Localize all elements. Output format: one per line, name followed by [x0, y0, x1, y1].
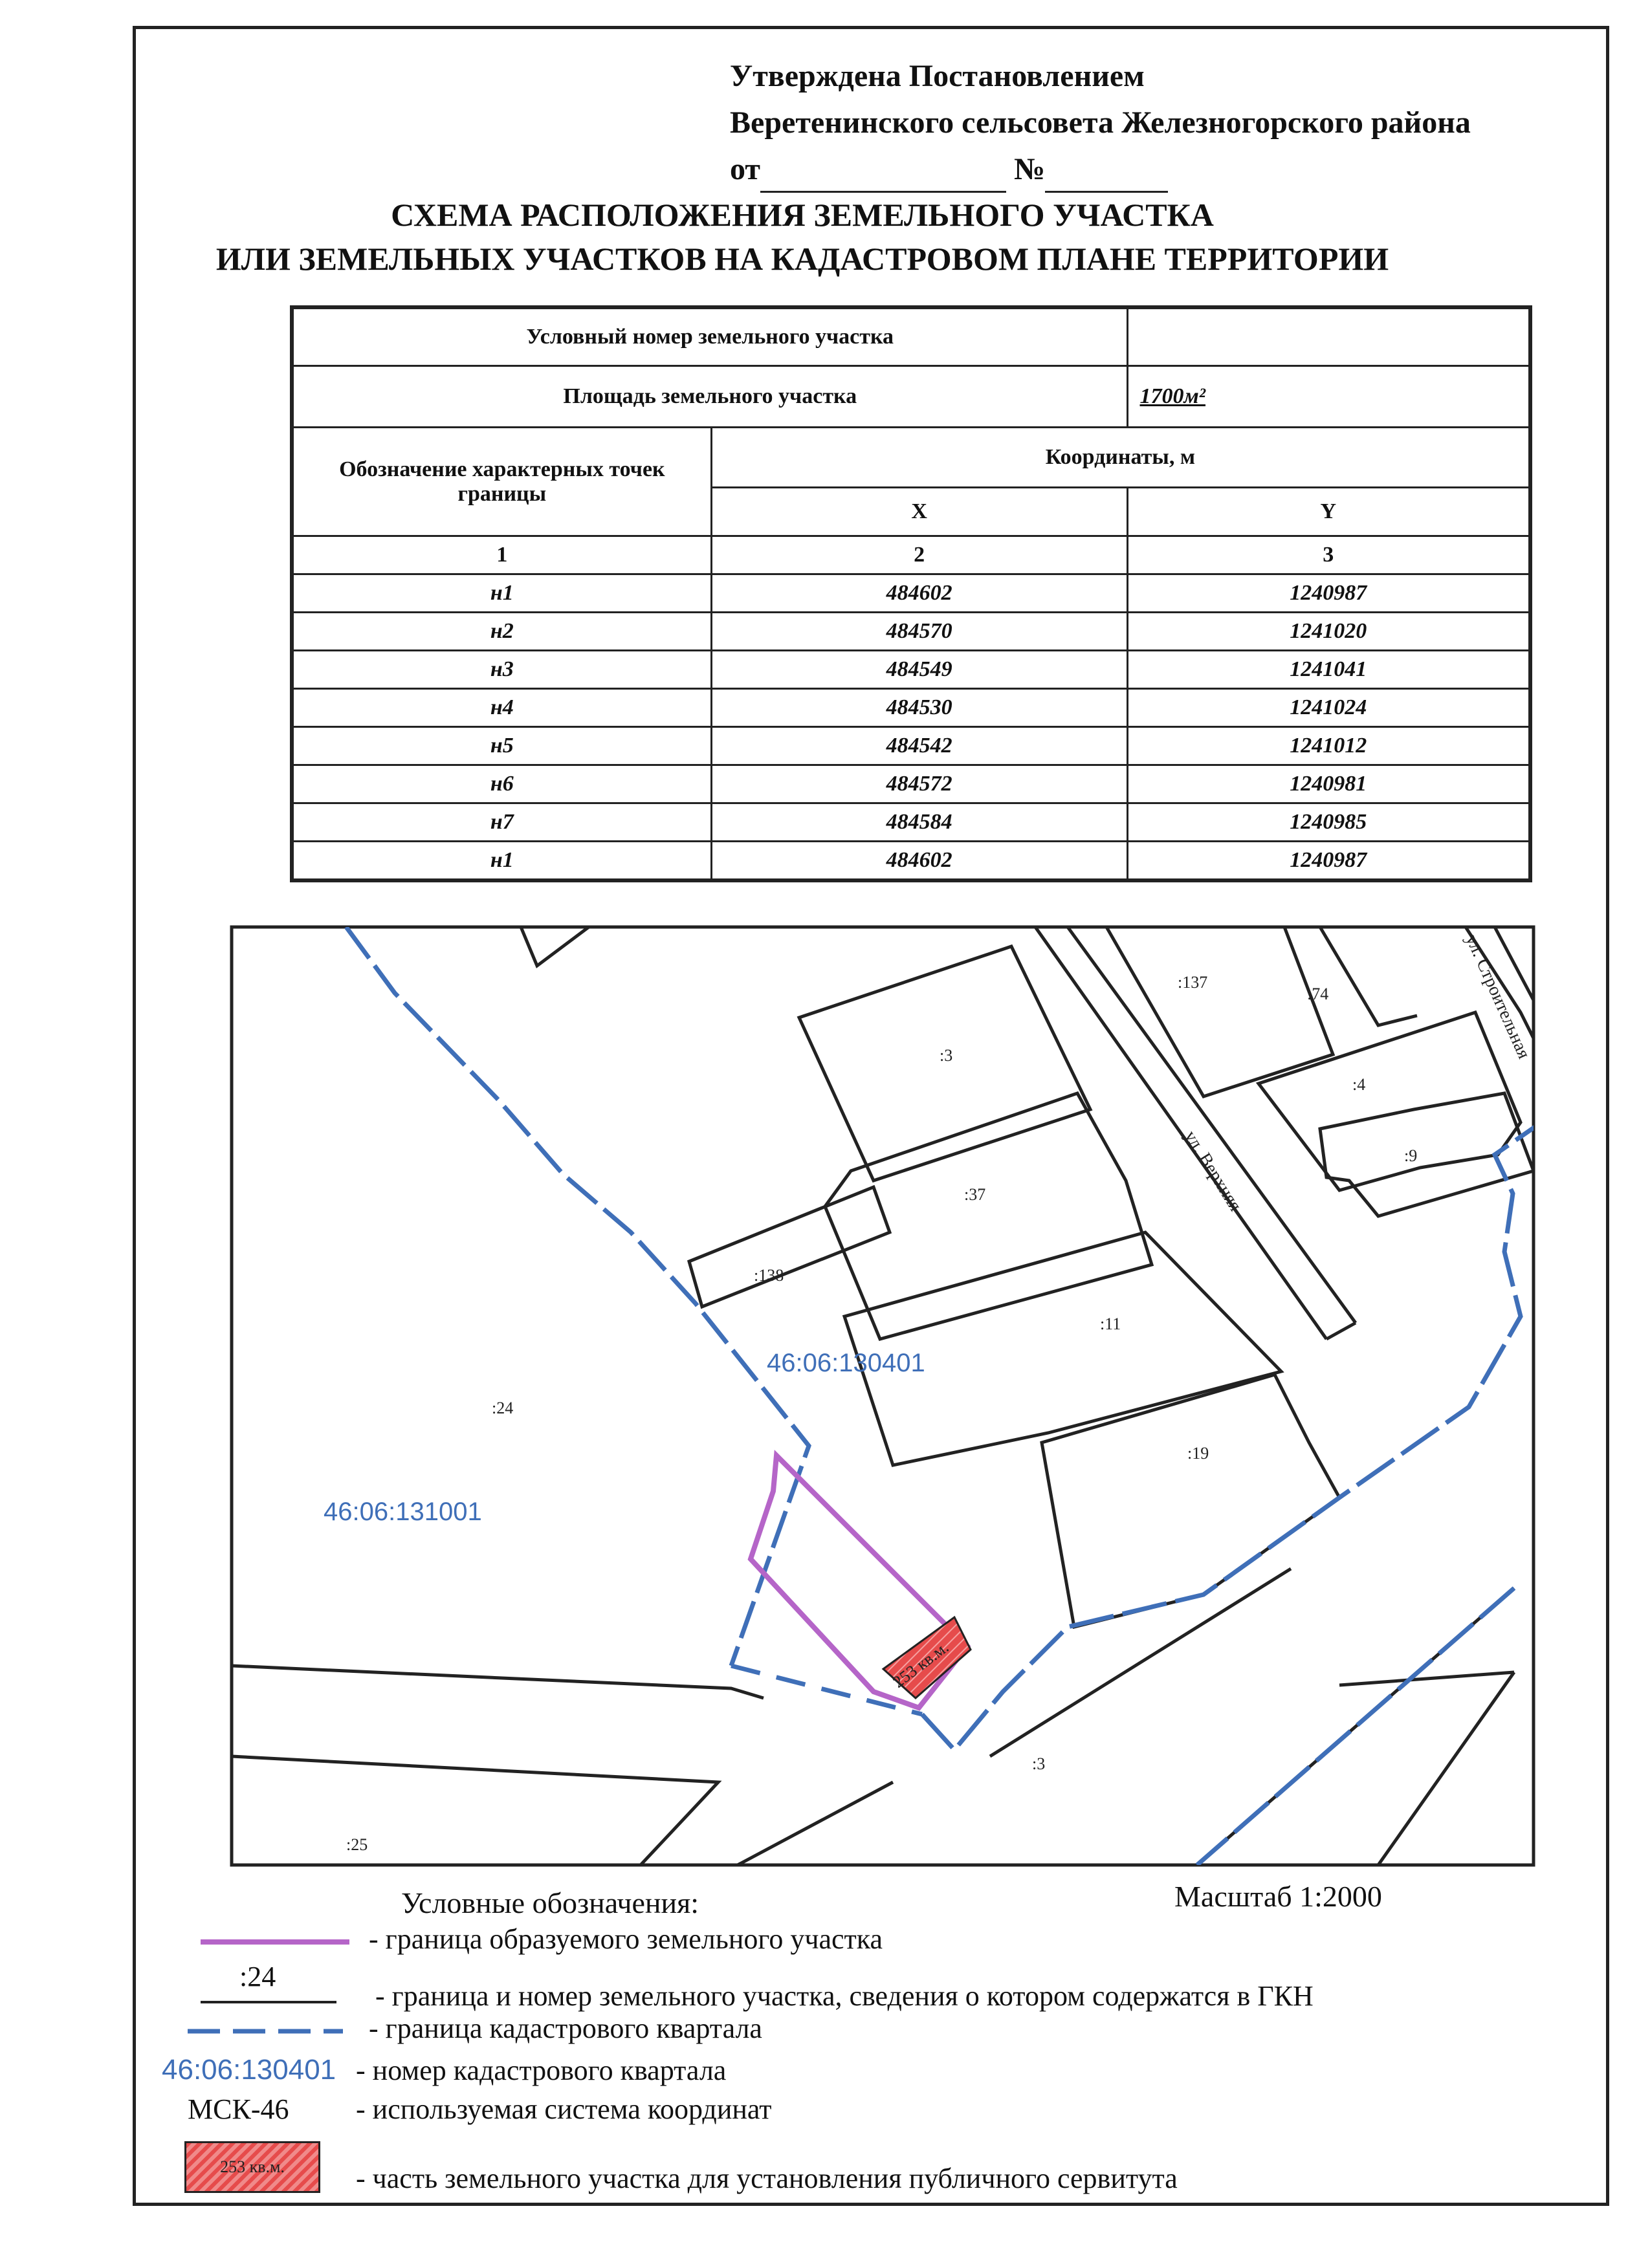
legend-sample-crs: МСК-46: [188, 2093, 289, 2125]
number-blank: [1045, 184, 1168, 193]
col-number-3: 3: [1127, 536, 1530, 574]
legend-quarter-number-text: - номер кадастрового квартала: [356, 2055, 727, 2086]
point-x: 484584: [711, 803, 1127, 842]
legend-servitude-text: - часть земельного участка для установления публичного сервитута: [356, 2163, 1178, 2194]
parcel-label-9: :9: [1404, 1146, 1418, 1165]
parcel-label-74: :74: [1307, 985, 1329, 1003]
table-row: [292, 765, 1530, 803]
points-label: Обозначение характерных точек границы: [292, 428, 711, 536]
point-y: 1241024: [1127, 689, 1530, 727]
quarter-label-130401: 46:06:130401: [767, 1349, 925, 1377]
cadastral-map: [226, 915, 1539, 1870]
parcel-label-138: :138: [754, 1266, 784, 1285]
parcel-label-37: :37: [964, 1185, 986, 1204]
title-line-2: ИЛИ ЗЕМЕЛЬНЫХ УЧАСТКОВ НА КАДАСТРОВОМ ПЛАНЕ ТЕРРИТОРИИ: [215, 241, 1389, 277]
approval-line-2: Веретенинского сельсовета Железногорского района: [730, 105, 1471, 140]
area-value: 1700м²: [1139, 384, 1205, 408]
legend-new-parcel-text: - граница образуемого земельного участка: [369, 1923, 883, 1955]
parcel-label-24: :24: [492, 1399, 514, 1417]
col-y-header: Y: [1127, 488, 1530, 536]
point-name: н6: [292, 765, 711, 803]
table-row: [292, 613, 1530, 651]
table-row: [292, 574, 1530, 613]
legend-sample-parcel-number: :24: [239, 1961, 276, 1992]
point-x: 484549: [711, 651, 1127, 689]
legend-sample-quarter-number: 46:06:130401: [162, 2054, 336, 2086]
parcel-label-25: :25: [346, 1835, 368, 1854]
area-row: [292, 366, 1530, 428]
point-name: н2: [292, 613, 711, 651]
street-label-verkhnyaya: ул. Верхняя: [1180, 1127, 1246, 1215]
point-name: н4: [292, 689, 711, 727]
col-number-row: [292, 536, 1530, 574]
point-name: н1: [292, 842, 711, 881]
coordinates-table: [290, 305, 1532, 882]
approval-block: [730, 53, 1471, 193]
legend-title: Условные обозначения:: [401, 1886, 699, 1919]
point-y: 1240981: [1127, 765, 1530, 803]
title-line-1: СХЕМА РАСПОЛОЖЕНИЯ ЗЕМЕЛЬНОГО УЧАСТКА: [391, 197, 1214, 233]
point-y: 1241012: [1127, 727, 1530, 765]
table-row: [292, 842, 1530, 881]
parcel-label-19: :19: [1187, 1444, 1209, 1463]
coords-label: Координаты, м: [711, 428, 1530, 488]
col-x-header: X: [711, 488, 1127, 536]
servitude-label: 253 кв.м.: [889, 1637, 952, 1692]
approval-number-sign: №: [1013, 152, 1046, 186]
point-y: 1241020: [1127, 613, 1530, 651]
document-title: [194, 193, 1411, 281]
point-name: н5: [292, 727, 711, 765]
parcel-label-137: :137: [1178, 973, 1208, 992]
point-x: 484542: [711, 727, 1127, 765]
conditional-number-label: Условный номер земельного участка: [292, 307, 1127, 366]
col-number-2: 2: [711, 536, 1127, 574]
point-x: 484602: [711, 842, 1127, 881]
table-row: [292, 727, 1530, 765]
point-x: 484570: [711, 613, 1127, 651]
point-y: 1240987: [1127, 842, 1530, 881]
legend: [162, 1915, 1553, 2199]
parcel-label-11: :11: [1100, 1314, 1121, 1333]
date-blank: [760, 184, 1006, 193]
legend-quarter-boundary-text: - граница кадастрового квартала: [369, 2012, 762, 2044]
parcel-label-3-top: :3: [940, 1046, 953, 1065]
approval-line-3: [730, 146, 1471, 193]
table-row: [292, 803, 1530, 842]
point-name: н1: [292, 574, 711, 613]
parcel-label-4: :4: [1352, 1075, 1366, 1094]
legend-crs-text: - используемая система координат: [356, 2093, 772, 2125]
legend-servitude-swatch: 253 кв.м.: [184, 2141, 320, 2193]
point-y: 1240987: [1127, 574, 1530, 613]
map-frame: [232, 927, 1534, 1865]
point-x: 484602: [711, 574, 1127, 613]
quarter-label-131001: 46:06:131001: [324, 1498, 482, 1526]
legend-blue-dashed-line: [188, 2025, 343, 2038]
point-x: 484530: [711, 689, 1127, 727]
col-number-1: 1: [292, 536, 711, 574]
header-row-1: [292, 428, 1530, 488]
table-row: [292, 651, 1530, 689]
conditional-number-value: [1127, 307, 1530, 366]
point-y: 1240985: [1127, 803, 1530, 842]
legend-black-line: [201, 1999, 343, 2005]
legend-gkn-text: - граница и номер земельного участка, сведения о котором содержатся в ГКН: [375, 1980, 1314, 2012]
approval-line-1: Утверждена Постановлением: [730, 59, 1145, 93]
approval-from: от: [730, 152, 760, 186]
point-x: 484572: [711, 765, 1127, 803]
map-scale: Масштаб 1:2000: [1174, 1880, 1382, 1913]
point-name: н7: [292, 803, 711, 842]
conditional-number-row: [292, 307, 1530, 366]
street-label-stroitelnaya: ул. Строительная: [1461, 932, 1534, 1062]
legend-purple-line: [201, 1935, 356, 1948]
point-name: н3: [292, 651, 711, 689]
map-svg: [226, 915, 1539, 1870]
area-label: Площадь земельного участка: [292, 366, 1127, 428]
parcel-label-3-bottom: :3: [1032, 1754, 1046, 1773]
point-y: 1241041: [1127, 651, 1530, 689]
table-row: [292, 689, 1530, 727]
